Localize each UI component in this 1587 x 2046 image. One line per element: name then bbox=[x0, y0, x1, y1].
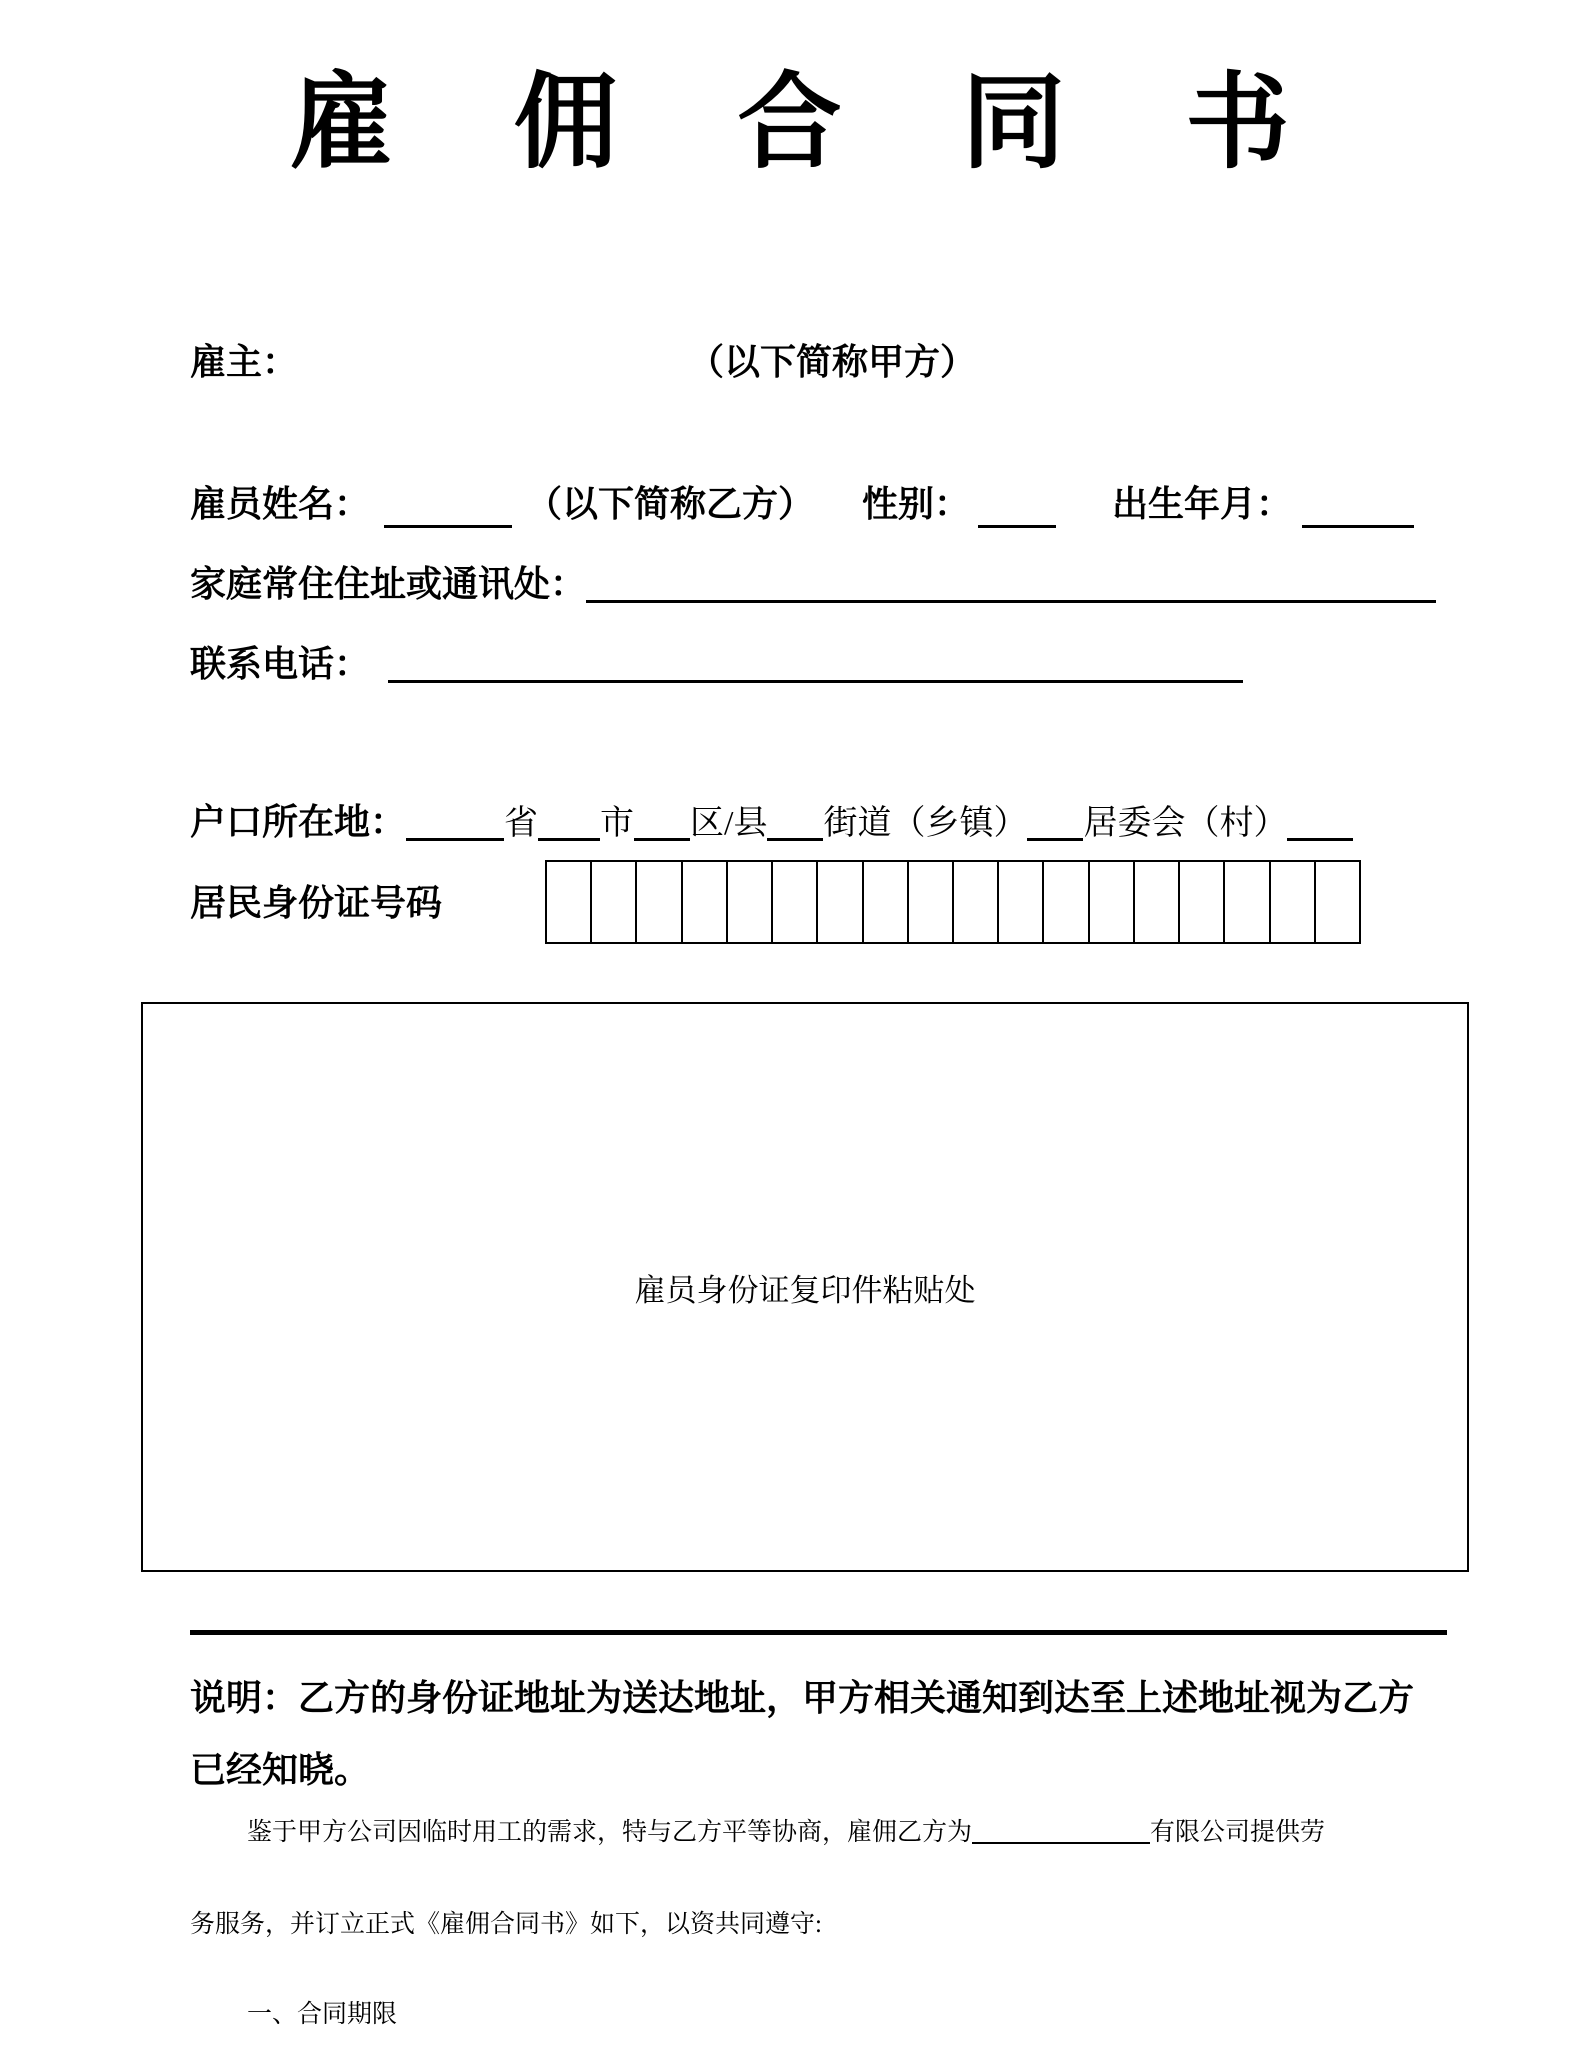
company-name-blank[interactable] bbox=[972, 1819, 1150, 1844]
id-digit-cell[interactable] bbox=[637, 862, 682, 942]
preamble-line-1 bbox=[190, 1816, 1470, 1850]
address-blank[interactable] bbox=[586, 567, 1436, 603]
phone-blank[interactable] bbox=[388, 647, 1243, 683]
id-digit-cell[interactable] bbox=[1135, 862, 1180, 942]
id-digit-cell[interactable] bbox=[592, 862, 637, 942]
employee-name-note: （以下简称乙方） bbox=[526, 484, 815, 524]
statement-paragraph bbox=[190, 1662, 1470, 1806]
id-digit-cell[interactable] bbox=[683, 862, 728, 942]
id-number-grid bbox=[545, 860, 1361, 944]
birthdate-blank[interactable] bbox=[1302, 480, 1414, 528]
id-digit-cell[interactable] bbox=[864, 862, 909, 942]
employee-info-line bbox=[190, 478, 1450, 530]
hukou-province-blank[interactable] bbox=[406, 805, 504, 841]
hukou-province-label: 省 bbox=[504, 805, 539, 842]
id-digit-cell[interactable] bbox=[1180, 862, 1225, 942]
phone-label: 联系电话： bbox=[190, 644, 371, 684]
gender-blank[interactable] bbox=[978, 480, 1056, 528]
hukou-district-blank[interactable] bbox=[634, 805, 690, 841]
preamble-paragraph bbox=[190, 1816, 1470, 1942]
document-title: 雇 佣 合 同 书 bbox=[289, 66, 1298, 181]
id-digit-cell[interactable] bbox=[1044, 862, 1089, 942]
preamble-line-2: 务服务，并订立正式《雇佣合同书》如下，以资共同遵守: bbox=[190, 1911, 822, 1938]
id-digit-cell[interactable] bbox=[818, 862, 863, 942]
section-1-title: 一、合同期限 bbox=[247, 2001, 398, 2028]
hukou-city-label: 市 bbox=[600, 805, 635, 842]
hukou-committee-blank[interactable] bbox=[1027, 805, 1083, 841]
id-digit-cell[interactable] bbox=[547, 862, 592, 942]
hukou-village-blank[interactable] bbox=[1287, 805, 1353, 841]
employee-name-blank[interactable] bbox=[384, 480, 512, 528]
phone-line bbox=[190, 638, 1243, 690]
id-digit-cell[interactable] bbox=[1225, 862, 1270, 942]
hukou-committee-label: 居委会（村） bbox=[1083, 805, 1288, 842]
address-line bbox=[190, 558, 1436, 610]
id-digit-cell[interactable] bbox=[728, 862, 773, 942]
id-digit-cell[interactable] bbox=[1090, 862, 1135, 942]
hukou-city-blank[interactable] bbox=[538, 805, 600, 841]
id-digit-cell[interactable] bbox=[999, 862, 1044, 942]
id-copy-paste-area[interactable] bbox=[141, 1002, 1469, 1572]
hukou-street-blank[interactable] bbox=[767, 805, 823, 841]
paste-area-text: 雇员身份证复印件粘贴处 bbox=[634, 1272, 976, 1308]
hukou-street-label: 街道（乡镇） bbox=[823, 805, 1028, 842]
birthdate-label: 出生年月： bbox=[1112, 484, 1293, 524]
hukou-line bbox=[190, 796, 1353, 848]
id-digit-cell[interactable] bbox=[1316, 862, 1359, 942]
id-digit-cell[interactable] bbox=[954, 862, 999, 942]
statement-line-1: 说明：乙方的身份证地址为送达地址，甲方相关通知到达至上述地址视为乙方 bbox=[190, 1678, 1415, 1718]
preamble-text-1: 鉴于甲方公司因临时用工的需求，特与乙方平等协商，雇佣乙方为 bbox=[247, 1819, 973, 1846]
hukou-district-label: 区/县 bbox=[690, 805, 768, 842]
employer-label: 雇主： bbox=[190, 342, 299, 382]
id-digit-cell[interactable] bbox=[1271, 862, 1316, 942]
statement-line-2: 已经知晓。 bbox=[190, 1750, 371, 1790]
address-label: 家庭常住住址或通讯处： bbox=[190, 564, 587, 604]
gender-label: 性别： bbox=[862, 484, 971, 524]
preamble-text-2: 有限公司提供劳 bbox=[1150, 1819, 1326, 1846]
id-digit-cell[interactable] bbox=[909, 862, 954, 942]
employer-note: （以下简称甲方） bbox=[688, 342, 977, 382]
id-number-label: 居民身份证号码 bbox=[190, 883, 443, 923]
section-divider bbox=[190, 1630, 1447, 1635]
employee-name-label: 雇员姓名： bbox=[190, 484, 371, 524]
employer-line bbox=[190, 336, 1450, 388]
id-digit-cell[interactable] bbox=[773, 862, 818, 942]
hukou-label: 户口所在地： bbox=[190, 802, 407, 842]
